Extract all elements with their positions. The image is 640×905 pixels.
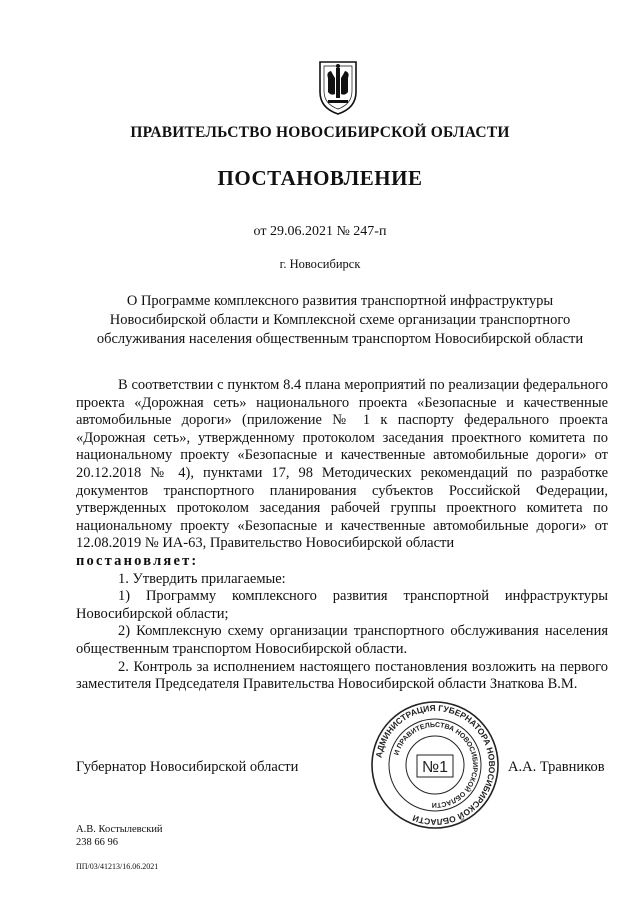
document-date-number: от 29.06.2021 № 247-п xyxy=(253,224,387,239)
subject-line: обслуживания населения общественным транспортом Новосибирской области xyxy=(96,331,584,347)
item-1-1: 1) Программу комплексного развития транспортной инфраструктуры Новосибирской области; xyxy=(76,588,608,622)
official-seal xyxy=(370,700,500,830)
executor-name: А.В. Костылевский xyxy=(76,824,163,835)
signatory-name: А.А. Травников xyxy=(508,759,605,775)
item-2: 2. Контроль за исполнением настоящего постановления возложить на первого заместителя Председателя Правительства Новосибирской области Знаткова В.М. xyxy=(76,658,608,693)
item-1: 1. Утвердить прилагаемые: xyxy=(118,570,286,587)
document-city: г. Новосибирск xyxy=(279,257,361,271)
seal-inner-text: И ПРАВИТЕЛЬСТВА НОВОСИБИРСКОЙ ОБЛАСТИ xyxy=(393,721,479,809)
subject-line: О Программе комплексного развития транспортной инфраструктуры xyxy=(126,293,554,309)
document-subject xyxy=(60,292,620,349)
document-code: ПП/03/41213/16.06.2021 xyxy=(76,862,159,871)
executor-phone: 238 66 96 xyxy=(76,837,118,848)
coat-of-arms-icon xyxy=(316,58,360,116)
seal-outer-text: АДМИНИСТРАЦИЯ ГУБЕРНАТОРА НОВОСИБИРСКОЙ ОБЛАСТИ xyxy=(373,702,498,828)
seal-number: №1 xyxy=(421,759,449,776)
preamble-paragraph: В соответствии с пунктом 8.4 плана мероприятий по реализации федерального проекта «Дорожная сеть» национального проекта «Безопасные и качественные автомобильные дороги» (приложение № 1 к паспорту федерального проекта «Дорожная сеть», утвержденному протоколом заседания проектного комитета по национальному проекту «Безопасные и качественные автомобильные дороги» от 20.12.2018 № 4), пунктами 17, 98 Методических рекомендаций по разработке документов транспортного планирования субъектов Российской Федерации, утвержденных протоколом заседания рабочей группы проектного комитета по национальному проекту «Безопасные и качественные автомобильные дороги» от 12.08.2019 № ИА-63, Правительство Новосибирской области xyxy=(76,377,608,552)
organization-title: ПРАВИТЕЛЬСТВО НОВОСИБИРСКОЙ ОБЛАСТИ xyxy=(130,124,510,141)
resolves-word: постановляет: xyxy=(76,552,199,569)
subject-line: Новосибирской области и Комплексной схеме организации транспортного xyxy=(109,312,571,328)
document-type: ПОСТАНОВЛЕНИЕ xyxy=(217,166,423,190)
document-body xyxy=(76,377,608,694)
signatory-position: Губернатор Новосибирской области xyxy=(76,759,299,775)
item-1-2: 2) Комплексную схему организации транспортного обслуживания населения общественным транспортом Новосибирской области. xyxy=(76,623,608,657)
